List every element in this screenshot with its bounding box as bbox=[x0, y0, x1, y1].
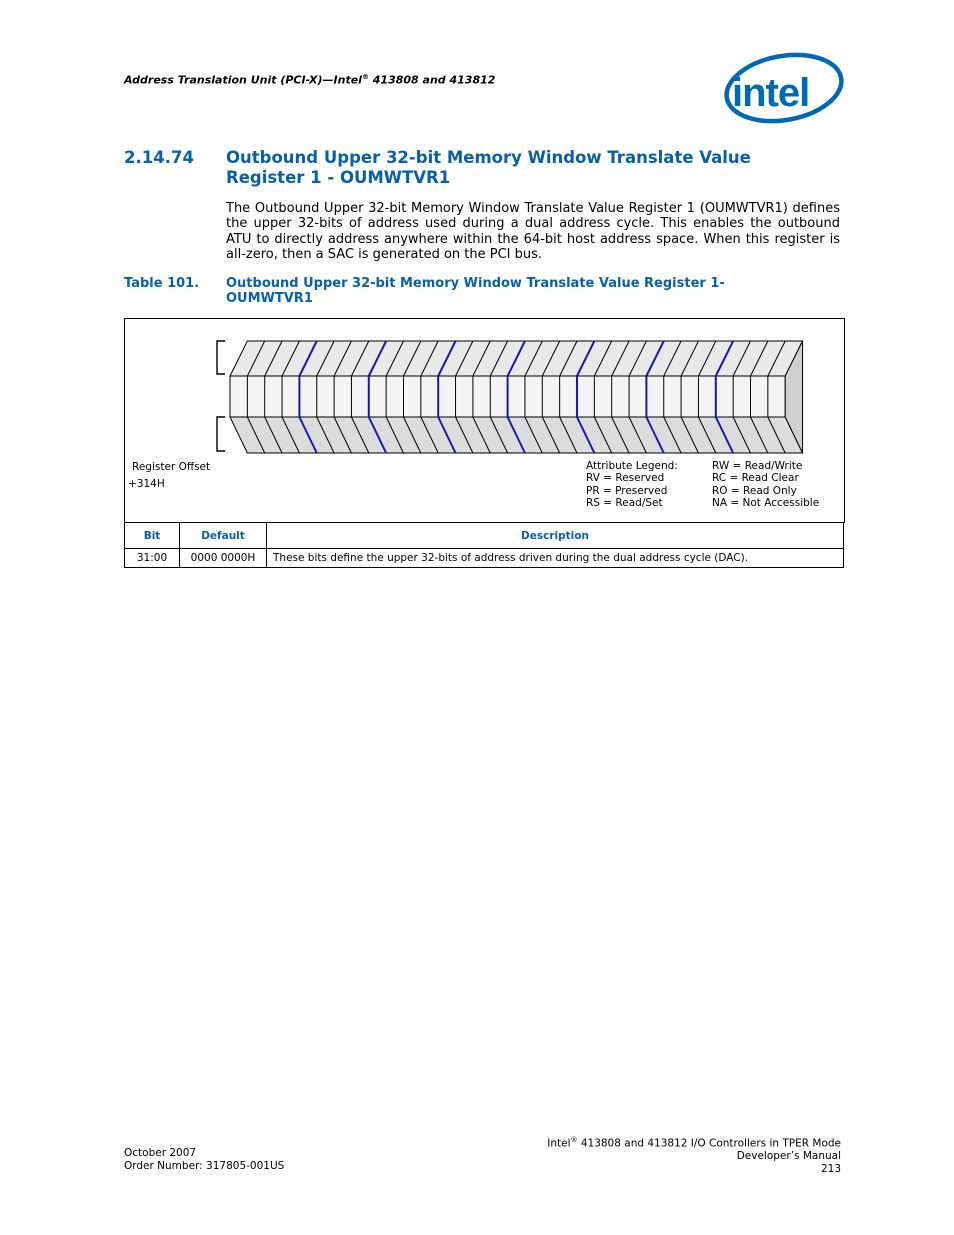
attribute-legend-col2 bbox=[712, 460, 819, 510]
table-title: Outbound Upper 32-bit Memory Window Translate Value Register 1- OUMWTVR1 bbox=[226, 276, 725, 306]
svg-text:intel: intel bbox=[732, 71, 810, 115]
footer-date: October 2007 bbox=[124, 1147, 197, 1159]
footer-order-number: Order Number: 317805-001US bbox=[124, 1159, 285, 1172]
page-number: 213 bbox=[820, 1162, 841, 1175]
footer-doc-subtitle: Developer’s Manual bbox=[736, 1150, 841, 1162]
column-header-description: Description bbox=[267, 523, 844, 549]
intel-logo bbox=[722, 50, 844, 128]
legend-item: RO = Read Only bbox=[712, 484, 797, 497]
legend-item: RV = Reserved bbox=[586, 472, 665, 485]
cell-bit: 31:00 bbox=[125, 549, 180, 568]
running-header: Address Translation Unit (PCI-X)—Intel® 413808 and 413812 bbox=[124, 73, 496, 87]
bracket-marks bbox=[217, 341, 225, 451]
legend-item: RC = Read Clear bbox=[712, 472, 799, 485]
footer-left bbox=[124, 1147, 284, 1172]
table-row bbox=[125, 549, 844, 568]
legend-item: NA = Not Accessible bbox=[712, 497, 820, 510]
register-offset-label: Register Offset bbox=[132, 461, 211, 473]
legend-item: PR = Preserved bbox=[586, 484, 668, 497]
bit-cells bbox=[230, 341, 803, 453]
cell-default: 0000 0000H bbox=[180, 549, 267, 568]
column-header-default: Default bbox=[180, 523, 267, 549]
attribute-legend-col1 bbox=[586, 460, 678, 510]
footer-doc-title: Intel® 413808 and 413812 I/O Controllers in TPER Mode bbox=[547, 1136, 841, 1150]
register-bits-table bbox=[124, 522, 844, 568]
column-header-bit: Bit bbox=[125, 523, 180, 549]
legend-item: RW = Read/Write bbox=[712, 460, 803, 472]
section-title: Outbound Upper 32-bit Memory Window Translate Value Register 1 - OUMWTVR1 bbox=[226, 148, 751, 187]
footer-right bbox=[547, 1134, 841, 1175]
cell-description: These bits define the upper 32-bits of address driven during the dual address cycle (DAC). bbox=[267, 549, 844, 568]
section-number: 2.14.74 bbox=[124, 148, 194, 167]
legend-item: RS = Read/Set bbox=[586, 497, 663, 510]
section-body: The Outbound Upper 32-bit Memory Window Translate Value Register 1 (OUMWTVR1) defines the upper 32-bits of address used during a dual address cycle. This enables the outbound ATU to directly address anywhere within the 64-bit host address space. When this register is all-zero, then a SAC is generated on the PCI bus. bbox=[226, 201, 840, 262]
table-header-row bbox=[125, 523, 844, 549]
register-offset-value: +314H bbox=[128, 478, 165, 490]
legend-heading: Attribute Legend: bbox=[586, 460, 678, 472]
table-number: Table 101. bbox=[124, 276, 200, 291]
